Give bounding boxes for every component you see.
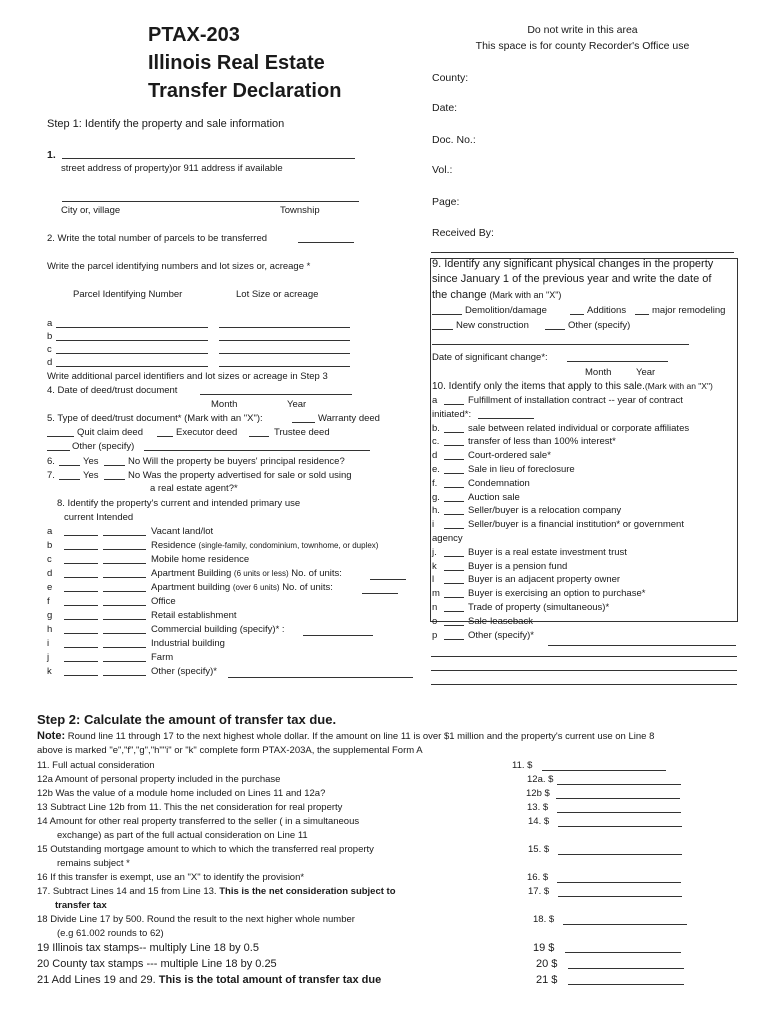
additions-checkbox[interactable] [570,314,584,315]
parcel-number-field[interactable] [56,340,208,341]
remodeling-checkbox[interactable] [635,314,649,315]
tax-amount-field[interactable] [558,826,682,827]
sale-item-label: Trade of property (simultaneous)* [468,602,610,613]
intended-use-field[interactable] [103,605,146,606]
change-month-caption: Month [585,367,612,378]
line9-text-c-main: the change [432,289,487,301]
tax-line [37,760,155,771]
note-text-1: Round line 11 through 17 to the next highest whole dollar. If the amount on line 11 is over $1 million and the property's current use on Line 8 [67,731,655,742]
intended-use-field[interactable] [103,675,146,676]
use-label [151,652,173,663]
tax-line [37,774,280,785]
sale-item-letter: l [432,574,435,585]
tax-line [37,886,396,897]
tax-amount-label: 16. $ [527,872,549,883]
tax-amount-field[interactable] [563,924,687,925]
line7-question-cont: a real estate agent?* [150,483,238,494]
sale-item-checkbox[interactable] [444,487,464,488]
change-date-label: Date of significant change*: [432,352,548,363]
sale-item-letter: m [432,588,440,599]
tax-amount-label: 19 $ [533,942,555,954]
line7-no-checkbox[interactable] [104,479,125,480]
sale-item-label: Sale-leaseback [468,616,533,627]
sale-item-label: Buyer is a pension fund [468,561,568,572]
tax-line-text: 12a Amount of personal property included in the purchase [37,774,281,785]
tax-amount-label: 11. $ [512,760,533,771]
tax-amount-label: 21 $ [536,974,558,986]
county-label: County: [432,72,469,84]
other-deed-checkbox[interactable] [47,450,70,451]
use-label-text: Vacant land/lot [151,526,214,537]
line7-question: No Was the property advertised for sale or sold using [128,470,352,481]
tax-amount-field[interactable] [557,882,681,883]
units-field[interactable] [370,579,406,580]
line6-question: No Will the property be buyers' principal residence? [128,456,345,467]
sale-item-letter: c. [432,436,440,447]
step2-note-line-2: above is marked "e","f","g","h""i" or "k" complete form PTAX-203A, the supplemental Form A [37,745,423,756]
change-year-caption: Year [636,367,656,378]
do-not-write-note: Do not write in this area [527,24,638,36]
sale-item-checkbox[interactable] [444,570,464,571]
tax-amount-label: 13. $ [527,802,549,813]
sale-item-label: Sale in lieu of foreclosure [468,464,575,475]
tax-line [37,914,355,925]
line10-heading [432,381,713,392]
tax-amount-label: 14. $ [528,816,550,827]
sale-item-checkbox[interactable] [444,625,464,626]
line9-text-a: 9. Identify any significant physical changes in the property [432,258,714,270]
warranty-deed-checkbox[interactable] [292,422,315,423]
current-use-field[interactable] [64,563,98,564]
page-label: Page: [432,196,460,208]
tax-line-text: 14 Amount for other real property transferred to the seller ( in a simultaneous [37,816,360,827]
tax-line [37,942,259,954]
sale-item-letter: o [432,616,438,627]
note-label: Note: [37,730,66,742]
sale-item-letter: d [432,450,438,461]
tax-amount-field[interactable] [558,854,682,855]
line8-label: 8. Identify the property's current and intended primary use [57,498,301,509]
trustee-deed-checkbox[interactable] [249,436,269,437]
change-date-field[interactable] [567,361,668,362]
lot-size-field[interactable] [219,327,350,328]
sale-item-label: initiated*: [432,409,472,420]
line7-number: 7. [47,470,55,481]
township-caption: Township [280,205,320,216]
tax-line-text: 18 Divide Line 17 by 500. Round the result to the next higher whole number [37,914,355,925]
line4-label: 4. Date of deed/trust document [47,385,178,396]
use-label [151,610,237,621]
tax-line-bold: This is the net consideration subject to [219,886,396,897]
use-label-text: Other (specify)* [151,666,217,677]
sale-item-checkbox[interactable] [444,597,464,598]
line9-text-b: since January 1 of the previous year and write the date of [432,273,712,285]
tax-line [37,872,304,883]
lot-size-field[interactable] [219,366,350,367]
tax-line-text: 11. Full actual consideration [37,760,155,771]
trustee-deed-label: Trustee deed [274,427,330,438]
new-construction-label: New construction [456,320,529,331]
street-address-caption: street address of property)or 911 address if available [61,163,283,174]
parcel-number-header: Parcel Identifying Number [73,289,183,300]
sale-item-letter: k [432,561,437,572]
tax-line [37,844,374,855]
additional-parcels-note: Write additional parcel identifiers and lot sizes or acreage in Step 3 [47,371,328,382]
use-letter: a [47,526,53,537]
current-use-field[interactable] [64,647,98,648]
sale-item-letter: e. [432,464,440,475]
sale-item-checkbox[interactable] [444,514,464,515]
tax-line-text: 17. Subtract Lines 14 and 15 from Line 13. [37,886,217,897]
tax-line-text: 21 Add Lines 19 and 29. [37,974,156,986]
deed-date-field[interactable] [200,394,352,395]
parcel-letter: d [47,357,53,368]
other-deed-label: Other (specify) [72,441,135,452]
lot-size-field[interactable] [219,340,350,341]
current-use-field[interactable] [64,661,98,662]
use-label-text: Residence [151,540,196,551]
other-specify-line[interactable] [431,670,737,671]
use-label-text: Apartment building [151,582,231,593]
line9-text-c [432,289,561,301]
current-use-field[interactable] [64,591,98,592]
use-label-text: Mobile home residence [151,554,250,565]
tax-line-cont: remains subject * [57,858,130,869]
use-label-note: (6 units or less) [233,569,289,578]
intended-use-field[interactable] [103,549,146,550]
tax-line-text: 15 Outstanding mortgage amount to which to which the transferred real property [37,844,374,855]
use-letter: d [47,568,53,579]
deed-year-caption: Year [287,399,307,410]
use-label [151,596,176,607]
tax-line [37,974,381,986]
current-use-field[interactable] [64,535,98,536]
tax-amount-field[interactable] [565,952,681,953]
tax-line-text: 20 County tax stamps --- multiple Line 18 by 0.25 [37,958,277,970]
line7-yes-label: Yes [83,470,99,481]
sale-item-label: Buyer is an adjacent property owner [468,574,621,585]
vol-label: Vol.: [432,164,453,176]
parcel-count-field[interactable] [298,242,354,243]
other-use-field[interactable] [228,677,413,678]
sale-item-label: Seller/buyer is a financial institution* or government [468,519,684,530]
use-label [151,666,217,677]
received-by-line[interactable] [431,252,734,253]
sale-item-label: Buyer is a real estate investment trust [468,547,627,558]
use-label-tail: No. of units: [291,568,342,579]
line9-mark-note: (Mark with an "X") [489,290,562,300]
sale-item-letter: a [432,395,438,406]
sale-item-label: Auction sale [468,492,520,503]
tax-line [37,958,277,970]
additions-label: Additions [587,305,627,316]
remodeling-label: major remodeling [652,305,726,316]
tax-amount-label: 20 $ [536,958,558,970]
use-label-text: Office [151,596,176,607]
sale-item-label: Fulfillment of installation contract -- year of contract [468,395,683,406]
tax-line [37,802,342,813]
use-label [151,582,333,593]
lot-size-header: Lot Size or acreage [236,289,319,300]
current-use-field[interactable] [64,675,98,676]
sale-item-checkbox[interactable] [444,473,464,474]
line10-label: 10. Identify only the items that apply to this sale. [432,381,645,392]
line2-label: 2. Write the total number of parcels to be transferred [47,233,268,244]
tax-line-text: 19 Illinois tax stamps-- multiply Line 18 by 0.5 [37,942,259,954]
other-change-label: Other (specify) [568,320,631,331]
current-use-field[interactable] [64,549,98,550]
tax-amount-field[interactable] [568,984,684,985]
sale-item-label: Other (specify)* [468,630,534,641]
executor-deed-checkbox[interactable] [157,436,173,437]
sale-item-label: sale between related individual or corporate affiliates [468,423,690,434]
sale-item-letter: g. [432,492,440,503]
new-construction-checkbox[interactable] [432,329,453,330]
line8-columns: current Intended [64,512,134,523]
use-label-text: Farm [151,652,174,663]
tax-line-text: 16 If this transfer is exempt, use an "X" to identify the provision* [37,872,305,883]
tax-line-text: 12b Was the value of a module home included on Lines 11 and 12a? [37,788,326,799]
date-label: Date: [432,102,458,114]
sale-item-checkbox[interactable] [444,611,464,612]
form-title-line-1: Illinois Real Estate [148,52,325,74]
tax-amount-field[interactable] [542,770,666,771]
step1-heading: Step 1: Identify the property and sale information [47,118,285,130]
parcel-letter: a [47,318,53,329]
street-address-field[interactable] [62,158,355,159]
commercial-specify-field[interactable] [303,635,373,636]
use-label [151,540,378,551]
recorder-use-note: This space is for county Recorder's Office use [475,40,690,52]
line7-yes-checkbox[interactable] [59,479,80,480]
intended-use-field[interactable] [103,535,146,536]
intended-use-field[interactable] [103,647,146,648]
sale-item-label: Court-ordered sale* [468,450,551,461]
deed-month-caption: Month [211,399,238,410]
use-label-text: Industrial building [151,638,225,649]
use-letter: k [47,666,52,677]
other-specify-line[interactable] [431,656,737,657]
intended-use-field[interactable] [103,633,146,634]
other-sale-field[interactable] [548,645,736,646]
quit-claim-label: Quit claim deed [77,427,144,438]
tax-line-cont: (e.g 61.002 rounds to 62) [57,928,164,939]
sale-item-letter: i [432,519,435,530]
use-letter: j [47,652,50,663]
sale-item-letter: h. [432,505,440,516]
intended-use-field[interactable] [103,661,146,662]
other-specify-line[interactable] [431,684,737,685]
line6-yes-checkbox[interactable] [59,465,80,466]
parcel-intro: Write the parcel identifying numbers and lot sizes or, acreage * [47,261,311,272]
sale-item-checkbox[interactable] [444,583,464,584]
sale-item-letter: j. [432,547,437,558]
sale-item-letter: p [432,630,438,641]
use-label-text: Apartment Building [151,568,232,579]
warranty-deed-label: Warranty deed [318,413,380,424]
intended-use-field[interactable] [103,563,146,564]
tax-amount-field[interactable] [568,968,684,969]
tax-amount-label: 18. $ [533,914,555,925]
intended-use-field[interactable] [103,619,146,620]
executor-deed-label: Executor deed [176,427,238,438]
tax-line-text: 13 Subtract Line 12b from 11. This the net consideration for real property [37,802,343,813]
tax-line [37,816,359,827]
line6-yes-label: Yes [83,456,99,467]
sale-item-checkbox[interactable] [444,528,464,529]
other-change-checkbox[interactable] [545,329,565,330]
use-letter: i [47,638,50,649]
sale-item-checkbox[interactable] [444,432,464,433]
use-label [151,568,342,579]
use-label [151,624,285,635]
contract-year-field[interactable] [478,418,534,419]
use-label-text: Commercial building (specify)* : [151,624,285,635]
step2-note-line-1 [37,731,654,742]
current-use-field[interactable] [64,605,98,606]
use-label-note: (single-family, condominium, townhome, or duplex) [198,541,379,550]
sale-item-checkbox[interactable] [444,639,464,640]
other-deed-field[interactable] [144,450,370,451]
use-label-note: (over 6 units) [232,583,280,592]
current-use-field[interactable] [64,633,98,634]
tax-amount-label: 15. $ [528,844,550,855]
tax-amount-field[interactable] [558,896,682,897]
form-title-line-2: Transfer Declaration [148,80,342,102]
line6-no-checkbox[interactable] [104,465,125,466]
demolition-checkbox[interactable] [432,314,462,315]
use-letter: b [47,540,53,551]
tax-amount-field[interactable] [557,784,681,785]
use-letter: h [47,624,53,635]
tax-line-cont: exchange) as part of the full actual consideration on Line 11 [57,830,308,841]
tax-amount-label: 12a. $ [527,774,554,785]
sale-item-checkbox[interactable] [444,459,464,460]
other-change-field[interactable] [432,344,689,345]
city-caption: City or, village [61,205,121,216]
use-label [151,554,249,565]
sale-item-label: transfer of less than 100% interest* [468,436,616,447]
lot-size-field[interactable] [219,353,350,354]
sale-item-checkbox[interactable] [444,445,464,446]
use-letter: g [47,610,53,621]
sale-item-checkbox[interactable] [444,556,464,557]
parcel-number-field[interactable] [56,353,208,354]
use-letter: e [47,582,53,593]
tax-line [37,788,325,799]
units-field[interactable] [362,593,398,594]
sale-item-label: Seller/buyer is a relocation company [468,505,622,516]
tax-amount-label: 17. $ [528,886,550,897]
line1-number: 1. [47,149,56,161]
sale-item-letter: f. [432,478,438,489]
tax-line-cont-bold: transfer tax [55,900,107,911]
parcel-number-field[interactable] [56,327,208,328]
received-by-label: Received By: [432,227,494,239]
use-label-tail: No. of units: [282,582,333,593]
use-label-text: Retail establishment [151,610,237,621]
step2-heading: Step 2: Calculate the amount of transfer tax due. [37,712,337,727]
line6-number: 6. [47,456,55,467]
quit-claim-checkbox[interactable] [47,436,74,437]
sale-item-label: agency [432,533,463,544]
current-use-field[interactable] [64,577,98,578]
use-letter: f [47,596,50,607]
sale-item-label: Condemnation [468,478,530,489]
use-label [151,638,225,649]
use-letter: c [47,554,52,565]
sale-item-letter: n [432,602,438,613]
tax-amount-field[interactable] [556,798,680,799]
parcel-letter: c [47,344,52,355]
line5-label: 5. Type of deed/trust document* (Mark with an "X"): [47,413,263,424]
intended-use-field[interactable] [103,577,146,578]
sale-item-label: Buyer is exercising an option to purchase* [468,588,646,599]
tax-amount-field[interactable] [557,812,681,813]
use-label [151,526,213,537]
sale-item-checkbox[interactable] [444,404,464,405]
city-township-field[interactable] [62,201,359,202]
tax-line-bold: This is the total amount of transfer tax due [158,974,382,986]
line10-mark-note: (Mark with an "X") [644,381,713,391]
tax-amount-label: 12b $ [526,788,550,799]
parcel-letter: b [47,331,53,342]
doc-no-label: Doc. No.: [432,134,476,146]
demolition-label: Demolition/damage [465,305,547,316]
parcel-number-field[interactable] [56,366,208,367]
form-number: PTAX-203 [148,24,240,46]
sale-item-letter: b. [432,423,440,434]
sale-item-checkbox[interactable] [444,501,464,502]
current-use-field[interactable] [64,619,98,620]
intended-use-field[interactable] [103,591,146,592]
